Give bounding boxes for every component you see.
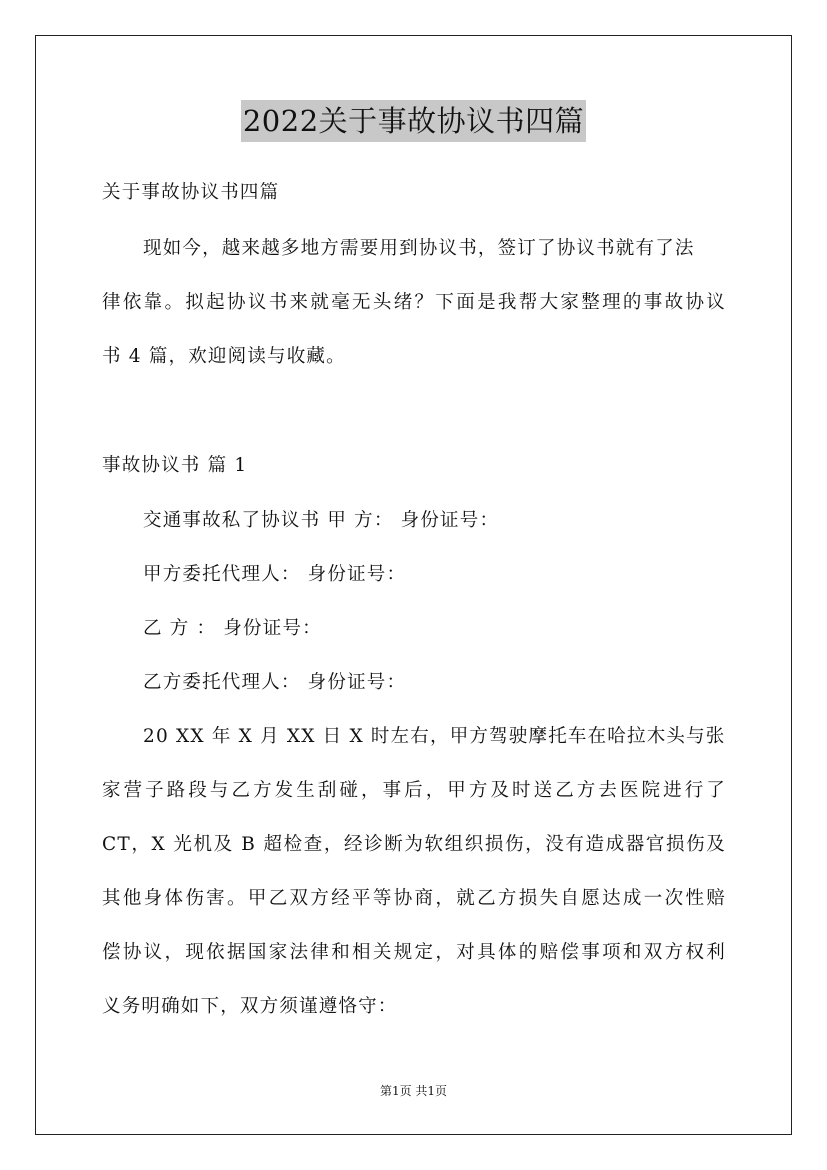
subtitle-line: 关于事故协议书四篇 xyxy=(102,182,280,203)
title-container xyxy=(0,100,827,142)
party-b-line: 乙 方 ： 身份证号： xyxy=(143,618,322,639)
body-line-4: 其他身体伤害。甲乙双方经平等协商，就乙方损失自愿达成一次性赔 xyxy=(102,888,726,909)
body-line-1: 20 XX 年 X 月 XX 日 X 时左右，甲方驾驶摩托车在哈拉木头与张 xyxy=(143,726,726,747)
intro-line-2: 律依靠。拟起协议书来就毫无头绪？下面是我帮大家整理的事故协议 xyxy=(102,292,726,313)
intro-line-1: 现如今，越来越多地方需要用到协议书，签订了协议书就有了法 xyxy=(143,238,695,259)
body-line-3: CT，X 光机及 B 超检查，经诊断为软组织损伤，没有造成器官损伤及 xyxy=(102,834,726,855)
document-title: 2022关于事故协议书四篇 xyxy=(241,100,586,142)
body-line-6: 义务明确如下，双方须谨遵恪守： xyxy=(102,996,398,1017)
party-b-agent-line: 乙方委托代理人： 身份证号： xyxy=(143,672,407,693)
section-heading: 事故协议书 篇 1 xyxy=(102,455,248,476)
page-footer: 第1页 共1页 xyxy=(379,1084,448,1098)
intro-line-3: 书 4 篇，欢迎阅读与收藏。 xyxy=(102,346,346,367)
body-line-2: 家营子路段与乙方发生刮碰，事后，甲方及时送乙方去医院进行了 xyxy=(102,780,726,801)
party-a-line: 交通事故私了协议书 甲 方： 身份证号： xyxy=(143,510,500,531)
body-line-5: 偿协议，现依据国家法律和相关规定，对具体的赔偿事项和双方权利 xyxy=(102,942,726,963)
party-a-agent-line: 甲方委托代理人： 身份证号： xyxy=(143,564,407,585)
